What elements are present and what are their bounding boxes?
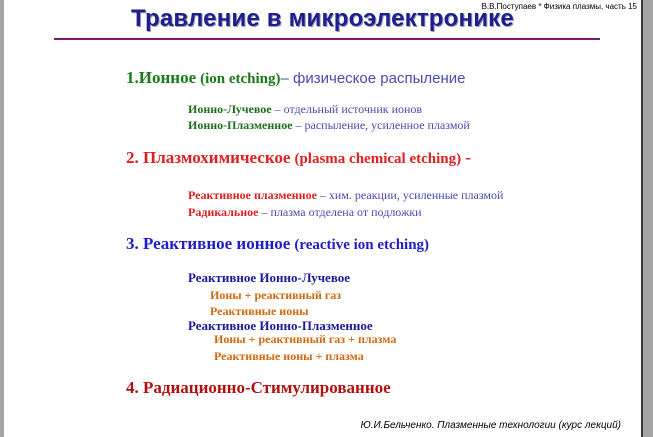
section-2-item-1-label: Реактивное плазменное xyxy=(188,188,317,202)
section-3-sub2: Реактивное Ионно-Плазменное xyxy=(188,318,373,333)
slide xyxy=(4,0,641,437)
section-1-item-2-desc: – распыление, усиленное плазмой xyxy=(292,118,470,132)
section-1-title: 1.Ионное xyxy=(126,68,197,87)
section-3-sub2-a: Ионы + реактивный газ + плазма xyxy=(214,332,397,346)
section-2-title: 2. Плазмохимическое xyxy=(126,148,291,167)
section-3-title: 3. Реактивное ионное xyxy=(126,234,291,253)
section-4-heading: 4. Радиационно-Стимулированное xyxy=(126,378,391,397)
section-1-item-1 xyxy=(188,102,422,117)
section-2-item-1-desc: – хим. реакции, усиленные плазмой xyxy=(316,188,504,202)
section-3-sub2-b: Реактивные ионы + плазма xyxy=(214,349,364,363)
slide-edge xyxy=(641,0,643,437)
section-1-item-2-label: Ионно-Плазменное xyxy=(188,118,293,132)
section-3-sub1-b: Реактивные ионы xyxy=(210,304,309,318)
footer-credit: Ю.И.Бельченко. Плазменные технологии (курс лекций) xyxy=(360,420,621,431)
section-1-heading xyxy=(126,68,465,88)
section-3-english: (reactive ion etching) xyxy=(294,237,430,253)
section-1-item-2 xyxy=(188,118,470,133)
section-3-sub1-a: Ионы + реактивный газ xyxy=(210,288,342,302)
section-2-item-2-desc: – плазма отделена от подложки xyxy=(258,205,422,219)
section-1-item-1-desc: – отдельный источник ионов xyxy=(271,102,423,116)
section-2-english: (plasma chemical etching) xyxy=(294,151,462,167)
title-underline xyxy=(54,38,600,40)
section-2-item-1 xyxy=(188,188,503,203)
section-1-english: (ion etching) xyxy=(200,71,281,87)
section-2-rest: - xyxy=(461,148,472,167)
header-note: В.В.Поступаев * Физика плазмы, часть 15 xyxy=(481,2,637,11)
section-1-item-1-label: Ионно-Лучевое xyxy=(188,102,272,116)
section-2-item-2 xyxy=(188,205,422,220)
page-title: Травление в микроэлектронике xyxy=(131,5,514,32)
section-1-rest: – физическое распыление xyxy=(280,70,466,87)
section-3-sub1: Реактивное Ионно-Лучевое xyxy=(188,270,351,285)
section-3-heading xyxy=(126,234,429,254)
section-2-item-2-label: Радикальное xyxy=(188,205,259,219)
section-2-heading xyxy=(126,148,471,168)
